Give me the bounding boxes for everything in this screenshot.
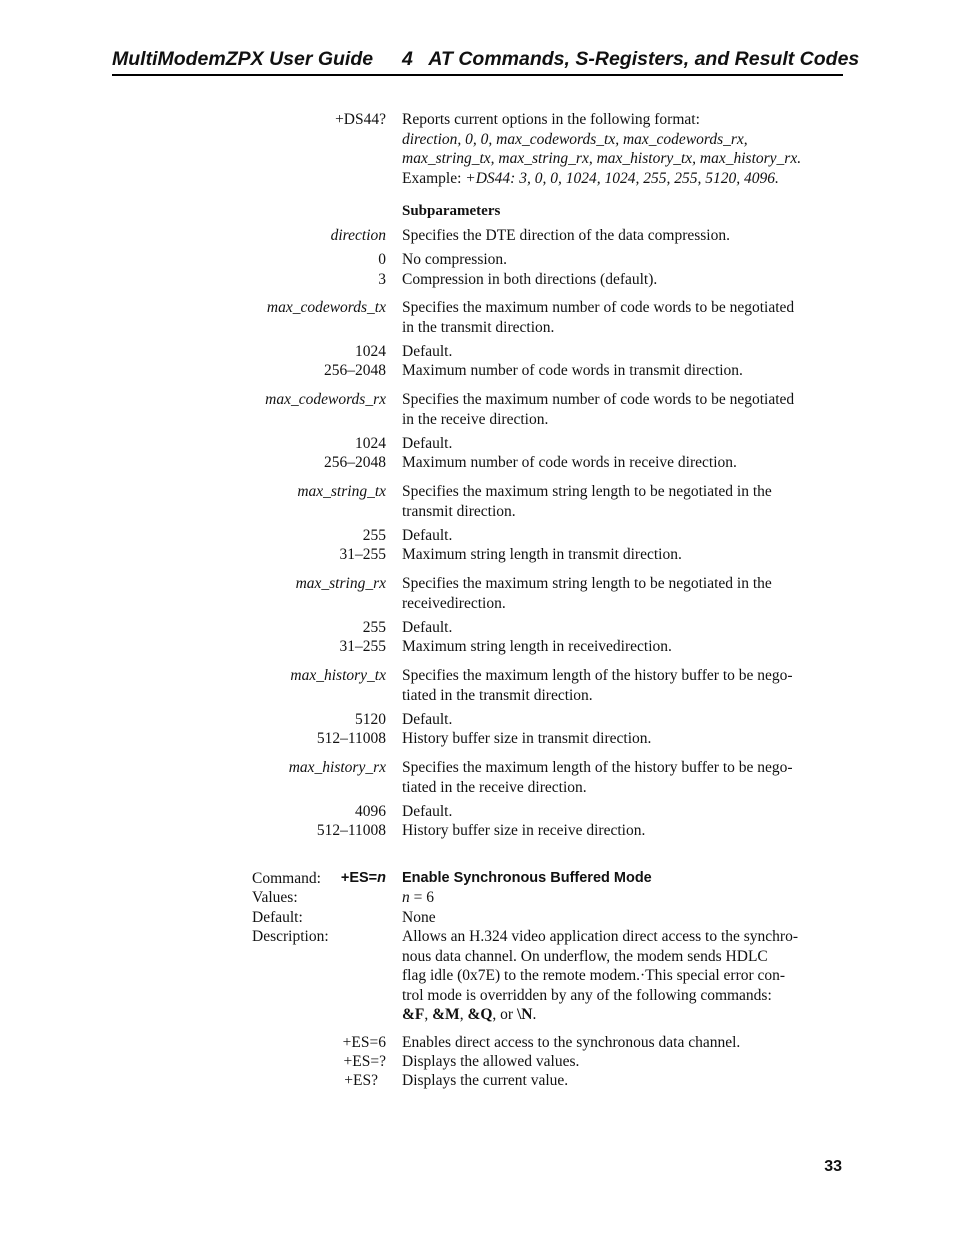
desc-line: receivedirection. [402, 594, 506, 612]
value-code: 0 [378, 251, 386, 268]
subparam-desc [402, 574, 844, 613]
value-code: 255 [362, 527, 386, 544]
page-header [112, 48, 860, 76]
ds44-example [402, 169, 844, 189]
ds44-format-line: max_string_tx, max_string_rx, max_history_tx, max_history_rx. [402, 150, 802, 167]
value-desc: Default. [402, 711, 453, 728]
value-desc: No compression. [402, 251, 508, 268]
value-desc: Maximum string length in receivedirection. [402, 638, 672, 655]
value-code: 256–2048 [324, 454, 386, 471]
ds44-line: Reports current options in the following format: [402, 111, 700, 128]
ds44-label: +DS44? [335, 111, 386, 128]
subparam-desc [402, 666, 844, 705]
values-var: n [402, 889, 410, 906]
value-code: 256–2048 [324, 362, 386, 379]
subparam-name: max_history_rx [288, 759, 386, 776]
option-code: +ES? [344, 1072, 378, 1089]
desc-commands-line [402, 1005, 844, 1025]
value-code: 31–255 [339, 638, 386, 655]
desc-line: in the transmit direction. [402, 318, 555, 336]
subparam-name: max_history_tx [290, 667, 386, 684]
option-desc: Displays the allowed values. [402, 1053, 580, 1070]
description-text [402, 927, 844, 1025]
subparam-name: max_string_rx [295, 575, 386, 592]
subparam-desc [402, 758, 844, 797]
default-value: None [402, 909, 436, 926]
subparam-name: max_codewords_tx [266, 299, 386, 316]
cmd-ref: &F [402, 1006, 425, 1023]
value-code: 5120 [355, 711, 386, 728]
description-label: Description: [252, 928, 329, 945]
value-code: 3 [378, 271, 386, 288]
subparam-name: direction [330, 227, 386, 244]
value-code: 1024 [355, 435, 386, 452]
value-desc: Maximum number of code words in receive direction. [402, 454, 737, 471]
cmd-ref: &Q [467, 1006, 493, 1023]
values-value [402, 888, 844, 908]
option-code: +ES=? [343, 1053, 386, 1070]
ds44-format-line: direction, 0, 0, max_codewords_tx, max_codewords_rx, [402, 130, 748, 148]
value-desc: Default. [402, 619, 453, 636]
option-desc: Enables direct access to the synchronous data channel. [402, 1034, 741, 1051]
example-value: +DS44: 3, 0, 0, 1024, 1024, 255, 255, 5120, 4096. [465, 169, 779, 187]
command-label: Command: [252, 870, 321, 887]
value-code: 1024 [355, 343, 386, 360]
value-desc: History buffer size in transmit direction. [402, 730, 652, 747]
cmd-ref: \N [516, 1006, 533, 1023]
subparam-name: max_codewords_rx [265, 391, 386, 408]
value-code: 512–11008 [316, 822, 386, 839]
value-code: 31–255 [339, 546, 386, 563]
value-desc: Default. [402, 527, 453, 544]
value-desc: History buffer size in receive direction. [402, 822, 646, 839]
sep: , or [492, 1006, 517, 1023]
option-desc: Displays the current value. [402, 1072, 569, 1089]
subparam-desc [402, 482, 844, 521]
value-desc: Default. [402, 343, 453, 360]
value-desc: Default. [402, 803, 453, 820]
desc-line: Specifies the maximum string length to be negotiated in the [402, 575, 772, 592]
value-code: 512–11008 [316, 730, 386, 747]
desc-line: trol mode is overridden by any of the following commands: [402, 986, 772, 1004]
header-rule [112, 74, 843, 76]
sep: , [459, 1006, 468, 1023]
desc-line: tiated in the receive direction. [402, 778, 587, 796]
value-desc: Compression in both directions (default). [402, 271, 658, 288]
subparam-desc: Specifies the DTE direction of the data compression. [402, 227, 730, 244]
values-label: Values: [252, 889, 298, 906]
value-desc: Default. [402, 435, 453, 452]
value-desc: Maximum number of code words in transmit direction. [402, 362, 743, 379]
desc-line: transmit direction. [402, 502, 516, 520]
page-number: 33 [824, 1158, 842, 1175]
desc-line: Specifies the maximum number of code words to be negotiated [402, 391, 795, 408]
cmd-ref: &M [432, 1006, 460, 1023]
values-eq: = 6 [409, 889, 434, 906]
subparameters-heading: Subparameters [402, 203, 501, 219]
desc-line: nous data channel. On underflow, the modem sends HDLC [402, 947, 768, 965]
default-label: Default: [252, 909, 303, 926]
desc-line: in the receive direction. [402, 410, 549, 428]
value-desc: Maximum string length in transmit direction. [402, 546, 682, 563]
desc-line: Specifies the maximum number of code words to be negotiated [402, 299, 795, 316]
sep: , [424, 1006, 433, 1023]
subparam-desc [402, 298, 844, 337]
option-code: +ES=6 [342, 1034, 386, 1051]
value-code: 4096 [355, 803, 386, 820]
command-var: n [377, 870, 386, 886]
header-chapter: 4 AT Commands, S-Registers, and Result Codes [402, 48, 860, 70]
subparam-name: max_string_tx [297, 483, 386, 500]
example-prefix: Example: [402, 169, 466, 187]
desc-line: Specifies the maximum string length to be negotiated in the [402, 483, 772, 500]
ds44-description [402, 110, 844, 188]
desc-line: Specifies the maximum length of the history buffer to be nego- [402, 667, 793, 684]
desc-line: Allows an H.324 video application direct access to the synchro- [402, 928, 798, 945]
desc-line: tiated in the transmit direction. [402, 686, 593, 704]
command-code-text: +ES= [340, 870, 378, 886]
desc-line: Specifies the maximum length of the history buffer to be nego- [402, 759, 793, 776]
sep: . [532, 1006, 537, 1023]
value-code: 255 [362, 619, 386, 636]
subparam-desc [402, 390, 844, 429]
command-title: Enable Synchronous Buffered Mode [402, 870, 652, 886]
desc-line: flag idle (0x7E) to the remote modem.·This special error con- [402, 967, 786, 984]
header-title: MultiModemZPX User Guide [112, 48, 374, 70]
command-code [341, 869, 386, 889]
